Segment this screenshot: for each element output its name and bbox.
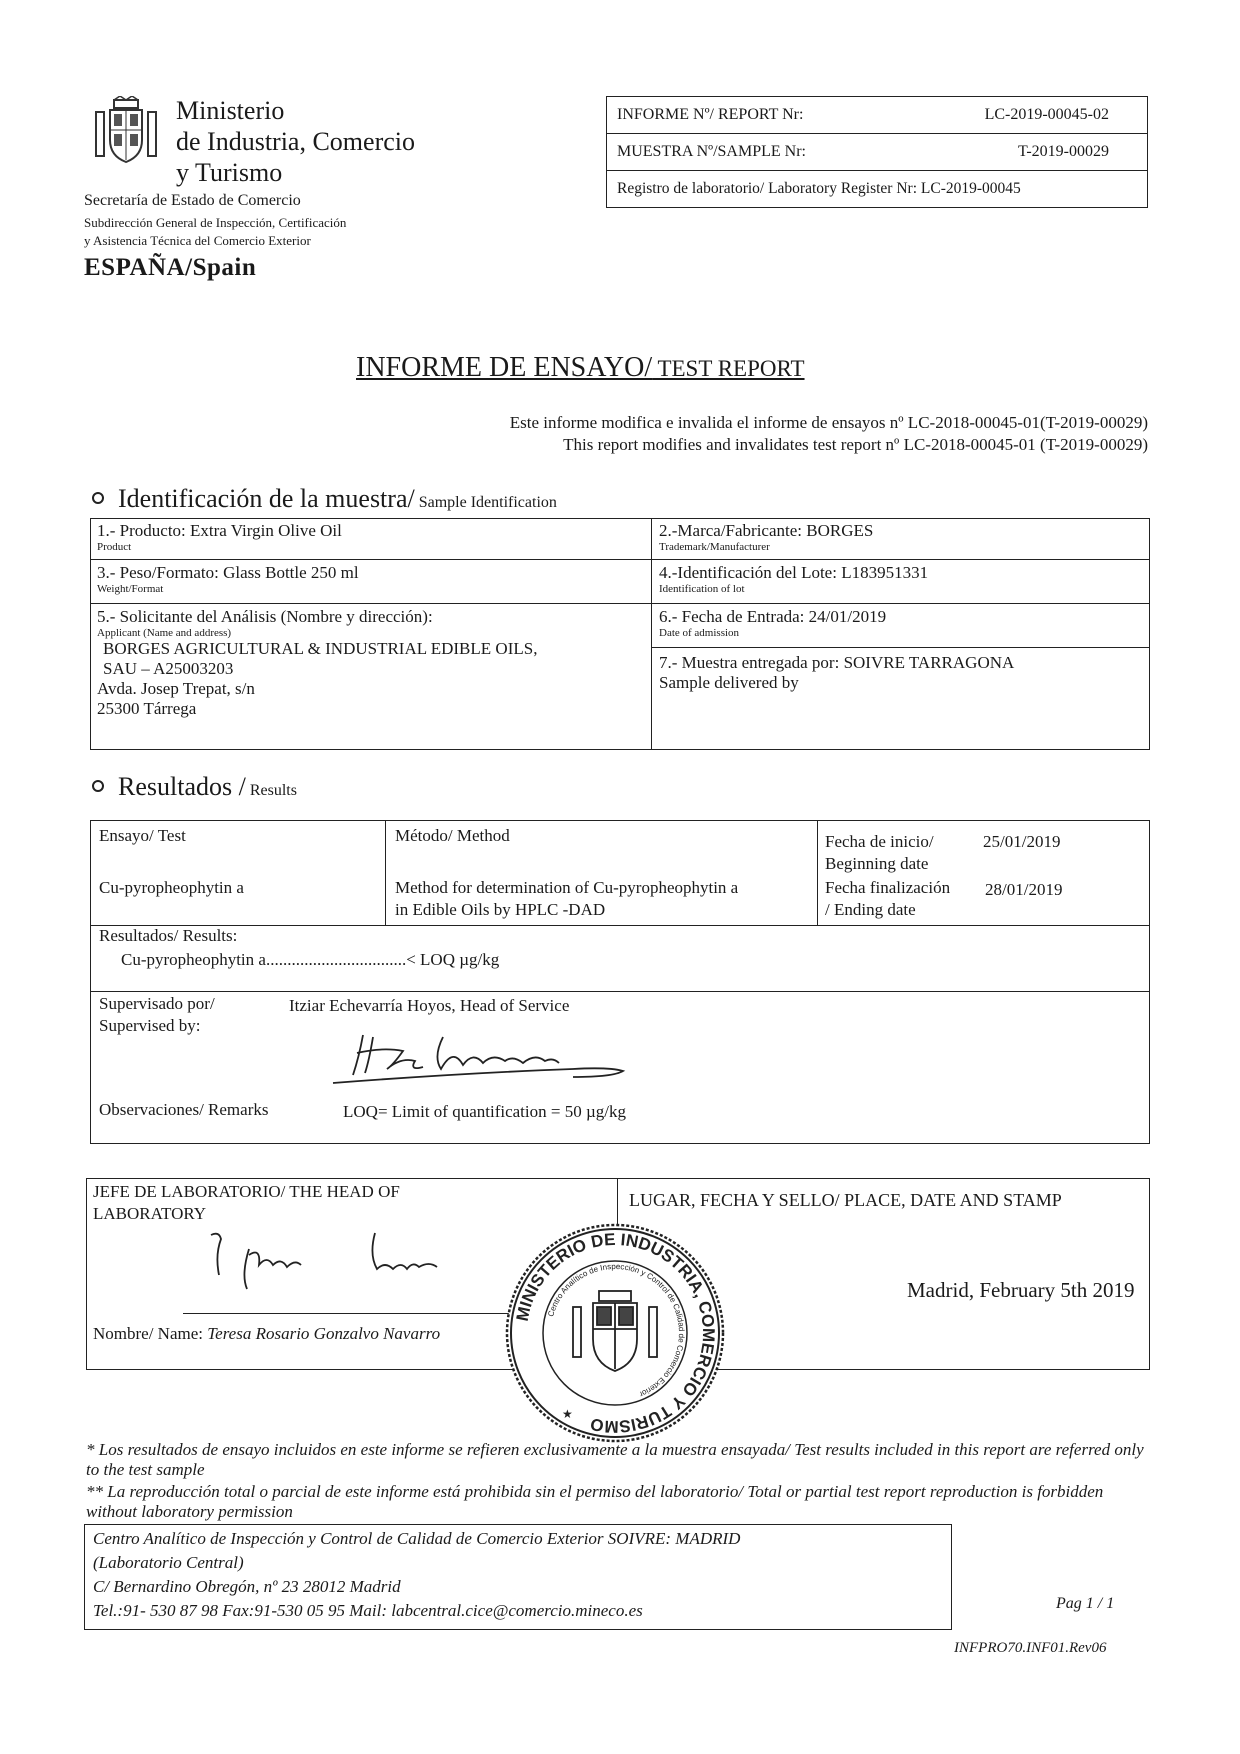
remarks-label: Observaciones/ Remarks [99, 1100, 269, 1119]
admission-date-cell [653, 605, 1145, 641]
test-header: Ensayo/ Test [99, 826, 186, 845]
applicant-cell [91, 605, 651, 721]
lab-head-name-row [93, 1323, 440, 1345]
end-date-label2: / Ending date [825, 900, 916, 919]
product-cell [91, 519, 651, 555]
product-value: Extra Virgin Olive Oil [185, 521, 342, 540]
applicant-line2: SAU – A25003203 [103, 659, 234, 678]
report-number-value: LC-2019-00045-02 [984, 106, 1109, 123]
start-date-value: 25/01/2019 [983, 832, 1061, 851]
results-label: Resultados/ Results: [99, 926, 238, 945]
weight-label: 3.- Peso/Formato: [97, 563, 219, 582]
modification-note [510, 412, 1148, 456]
place-date-value: Madrid, February 5th 2019 [907, 1278, 1135, 1302]
brand-label-en: Trademark/Manufacturer [659, 541, 770, 553]
title-es: INFORME DE ENSAYO/ [356, 352, 653, 383]
supervisor-signature [323, 1017, 663, 1087]
lot-label: 4.-Identificación del Lote: [659, 563, 837, 582]
footnote-2: ** La reproducción total o parcial de este informe está prohibida sin el permiso del laboratorio/ Total or partial test report reproduction is forbidden without laboratory permission [86, 1482, 1104, 1521]
lot-cell [653, 561, 1145, 597]
admission-date-label-en: Date of admission [659, 627, 740, 639]
weight-cell [91, 561, 651, 597]
modification-note-es: Este informe modifica e invalida el informe de ensayos nº LC-2018-00045-01(T-2019-00029) [509, 413, 1148, 432]
ministry-name-line2: de Industria, Comercio [176, 127, 415, 156]
address-line2: (Laboratorio Central) [93, 1553, 244, 1572]
coat-of-arms-icon [90, 96, 162, 166]
ministry-name-line3: y Turismo [176, 158, 283, 187]
ministry-sub-line1: Secretaría de Estado de Comercio [84, 192, 301, 209]
supervised-label2: Supervised by: [99, 1016, 201, 1035]
identification-heading [92, 484, 557, 514]
bullet-icon [92, 780, 104, 792]
lab-register-row [607, 171, 1147, 207]
seal-outer-text: MINISTERIO DE INDUSTRIA, COMERCIO Y TURISMO [512, 1229, 719, 1437]
applicant-line4: 25300 Tárrega [97, 699, 197, 718]
delivered-by-label-en: Sample delivered by [659, 673, 799, 692]
start-date-label2: Beginning date [825, 854, 929, 873]
svg-text:★: ★ [562, 1407, 573, 1421]
footnote-1: * Los resultados de ensayo incluidos en este informe se refieren exclusivamente a la muestra ensayada/ Test results included in this report are referred only to the test sample [86, 1440, 1144, 1479]
lab-head-name-value: Teresa Rosario Gonzalvo Navarro [207, 1324, 441, 1343]
report-number-row [607, 97, 1147, 134]
method-line2: in Edible Oils by HPLC -DAD [395, 900, 606, 919]
end-date-value: 28/01/2019 [985, 880, 1063, 899]
admission-date-value: 24/01/2019 [804, 607, 887, 626]
test-value: Cu-pyropheophytin a [99, 878, 244, 897]
end-date-label1: Fecha finalización [825, 878, 951, 897]
admission-date-label: 6.- Fecha de Entrada: [659, 607, 805, 626]
supervised-value: Itziar Echevarría Hoyos, Head of Service [289, 996, 570, 1015]
lot-label-en: Identification of lot [659, 583, 745, 595]
identification-table [90, 518, 1150, 750]
results-table [90, 820, 1150, 1144]
brand-value: BORGES [802, 521, 874, 540]
address-line1: Centro Analítico de Inspección y Control de Calidad de Comercio Exterior SOIVRE: MADRID [93, 1529, 741, 1548]
lab-register-text: Registro de laboratorio/ Laboratory Register Nr: LC-2019-00045 [617, 180, 1021, 197]
method-line1: Method for determination of Cu-pyropheophytin a [395, 878, 739, 897]
applicant-label: 5.- Solicitante del Análisis (Nombre y dirección): [97, 607, 433, 626]
lab-head-label2: LABORATORY [93, 1204, 207, 1223]
product-label-en: Product [97, 541, 132, 553]
modification-note-en: This report modifies and invalidates test report nº LC-2018-00045-01 (T-2019-00029) [563, 435, 1148, 454]
lab-head-signature [197, 1225, 537, 1295]
ministry-sub-line3: y Asistencia Técnica del Comercio Exterior [84, 233, 311, 248]
brand-cell [653, 519, 1145, 555]
document-code: INFPRO70.INF01.Rev06 [954, 1640, 1107, 1656]
delivered-by-cell [653, 651, 1145, 695]
page-number: Pag 1 / 1 [1056, 1595, 1115, 1612]
sample-number-row [607, 134, 1147, 171]
product-label: 1.- Producto: [97, 521, 186, 540]
results-heading [92, 772, 297, 802]
results-heading-es: Resultados / [118, 772, 246, 801]
report-number-label: INFORME Nº/ REPORT Nr: [617, 106, 804, 123]
weight-value: Glass Bottle 250 ml [218, 563, 359, 582]
weight-label-en: Weight/Format [97, 583, 164, 595]
lab-address-box [84, 1524, 952, 1630]
delivered-by-value: SOIVRE TARRAGONA [839, 653, 1015, 672]
remarks-value: LOQ= Limit of quantification = 50 µg/kg [343, 1102, 626, 1121]
lab-head-name-label: Nombre/ Name: [93, 1324, 208, 1343]
place-date-stamp-label: LUGAR, FECHA Y SELLO/ PLACE, DATE AND STAMP [629, 1190, 1062, 1210]
seal-inner-text: Centro Analítico de Inspección y Control de Calidad de Comercio Exterior [546, 1261, 687, 1399]
ministry-name-line1: Ministerio [176, 96, 285, 125]
title-en: TEST REPORT [652, 356, 805, 381]
sample-number-value: T-2019-00029 [1018, 143, 1109, 160]
address-line3: C/ Bernardino Obregón, nº 23 28012 Madrid [93, 1577, 401, 1596]
ministry-country: ESPAÑA/Spain [84, 254, 257, 281]
start-date-label1: Fecha de inicio/ [825, 832, 934, 851]
report-number-box [606, 96, 1148, 208]
results-heading-en: Results [245, 782, 297, 799]
method-header: Método/ Method [395, 826, 510, 845]
identification-heading-es: Identificación de la muestra/ [118, 484, 415, 513]
bullet-icon [92, 492, 104, 504]
supervised-label1: Supervisado por/ [99, 994, 215, 1013]
sample-number-label: MUESTRA Nº/SAMPLE Nr: [617, 143, 806, 160]
applicant-line1: BORGES AGRICULTURAL & INDUSTRIAL EDIBLE OILS, [103, 639, 538, 658]
delivered-by-label: 7.- Muestra entregada por: [659, 653, 840, 672]
identification-heading-en: Sample Identification [414, 494, 557, 511]
result-line: Cu-pyropheophytin a.................................< LOQ µg/kg [121, 950, 500, 969]
applicant-line3: Avda. Josep Trepat, s/n [97, 679, 255, 698]
document-title [356, 352, 805, 384]
official-seal-icon [504, 1222, 726, 1444]
brand-label: 2.-Marca/Fabricante: [659, 521, 803, 540]
applicant-label-en: Applicant (Name and address) [97, 627, 232, 639]
lab-head-label1: JEFE DE LABORATORIO/ THE HEAD OF [93, 1182, 400, 1201]
address-line4: Tel.:91- 530 87 98 Fax:91-530 05 95 Mail: labcentral.cice@comercio.mineco.es [93, 1601, 643, 1620]
lot-value: L183951331 [836, 563, 929, 582]
ministry-sub-line2: Subdirección General de Inspección, Certificación [84, 215, 347, 230]
